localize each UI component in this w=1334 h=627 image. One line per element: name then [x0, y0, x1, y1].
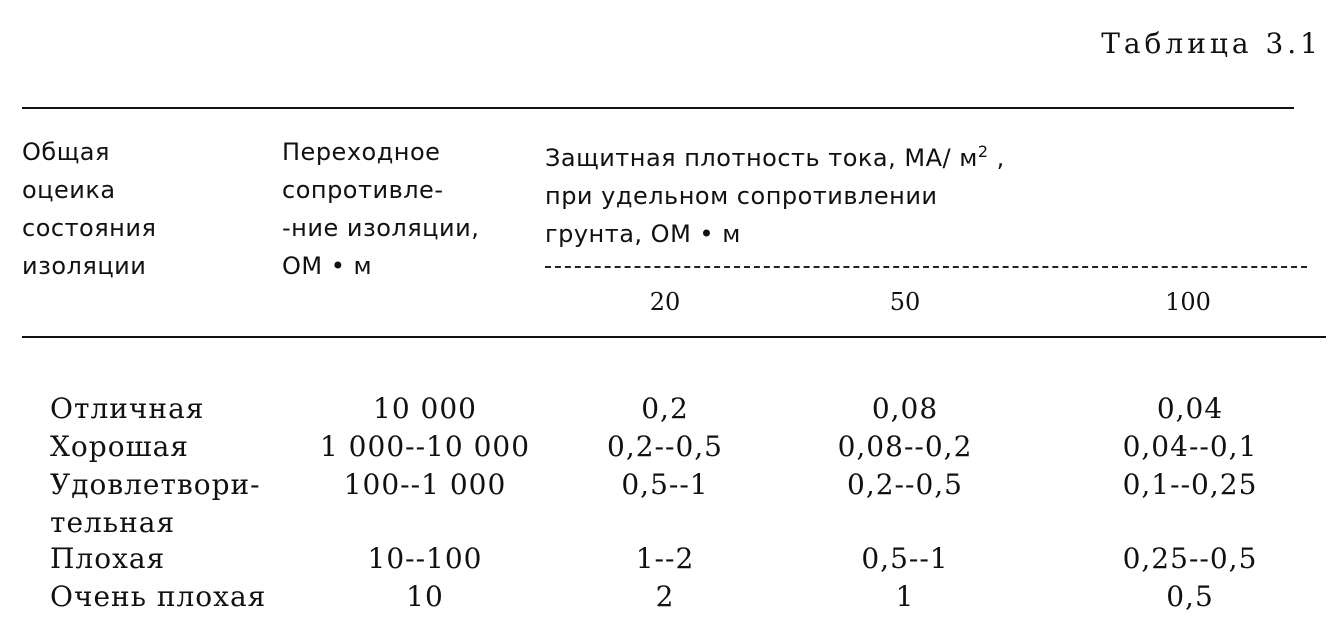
row-name: Плохая	[50, 542, 166, 575]
row-name: Хорошая	[50, 430, 189, 463]
row-value-50: 0,5--1	[861, 542, 949, 575]
header-line: Общая	[22, 138, 110, 166]
row-value-20: 0,2	[641, 392, 689, 425]
row-value-100: 0,1--0,25	[1122, 468, 1258, 501]
row-resistance: 10--100	[367, 542, 483, 575]
header-line: изоляции	[22, 252, 147, 280]
row-value-20: 1--2	[635, 542, 695, 575]
row-value-20: 2	[655, 580, 675, 613]
header-text: ,	[988, 144, 1005, 172]
row-resistance: 100--1 000	[343, 468, 507, 501]
row-value-20: 0,2--0,5	[607, 430, 723, 463]
subheader-100: 100	[1165, 288, 1211, 316]
header-col-current-density	[545, 133, 1005, 253]
top-rule	[22, 107, 1294, 109]
header-line: ОМ • м	[282, 252, 373, 280]
row-value-50: 0,08	[871, 392, 939, 425]
row-value-100: 0,25--0,5	[1122, 542, 1258, 575]
row-resistance: 10	[406, 580, 444, 613]
header-line: грунта, ОМ • м	[545, 220, 741, 248]
row-value-50: 0,2--0,5	[847, 468, 963, 501]
row-resistance: 10 000	[373, 392, 477, 425]
row-name: Очень плохая	[50, 580, 267, 613]
header-superscript: 2	[977, 142, 989, 161]
header-col-condition	[22, 133, 156, 285]
header-line: состояния	[22, 214, 157, 242]
subheader-dashed-rule	[545, 266, 1307, 268]
header-line: сопротивле-	[282, 176, 444, 204]
row-name-continuation: тельная	[50, 506, 176, 539]
row-value-100: 0,04	[1156, 392, 1224, 425]
row-value-100: 0,5	[1166, 580, 1214, 613]
row-value-50: 1	[895, 580, 915, 613]
subheader-50: 50	[889, 288, 921, 316]
row-value-100: 0,04--0,1	[1122, 430, 1258, 463]
header-col-resistance	[282, 133, 479, 285]
row-resistance: 1 000--10 000	[319, 430, 531, 463]
header-line: при удельном сопротивлении	[545, 182, 938, 210]
header-bottom-rule	[22, 336, 1326, 338]
row-value-50: 0,08--0,2	[837, 430, 973, 463]
table-caption: Таблица 3.1	[1101, 27, 1322, 60]
header-line: оцеика	[22, 176, 116, 204]
header-line: -ние изоляции,	[282, 214, 480, 242]
header-line	[545, 133, 1005, 177]
header-line: Переходное	[282, 138, 441, 166]
row-name: Удовлетвори-	[50, 468, 261, 501]
subheader-20: 20	[649, 288, 681, 316]
header-text: Защитная плотность тока, МА/ м	[545, 144, 978, 172]
row-value-20: 0,5--1	[621, 468, 709, 501]
row-name: Отличная	[50, 392, 205, 425]
